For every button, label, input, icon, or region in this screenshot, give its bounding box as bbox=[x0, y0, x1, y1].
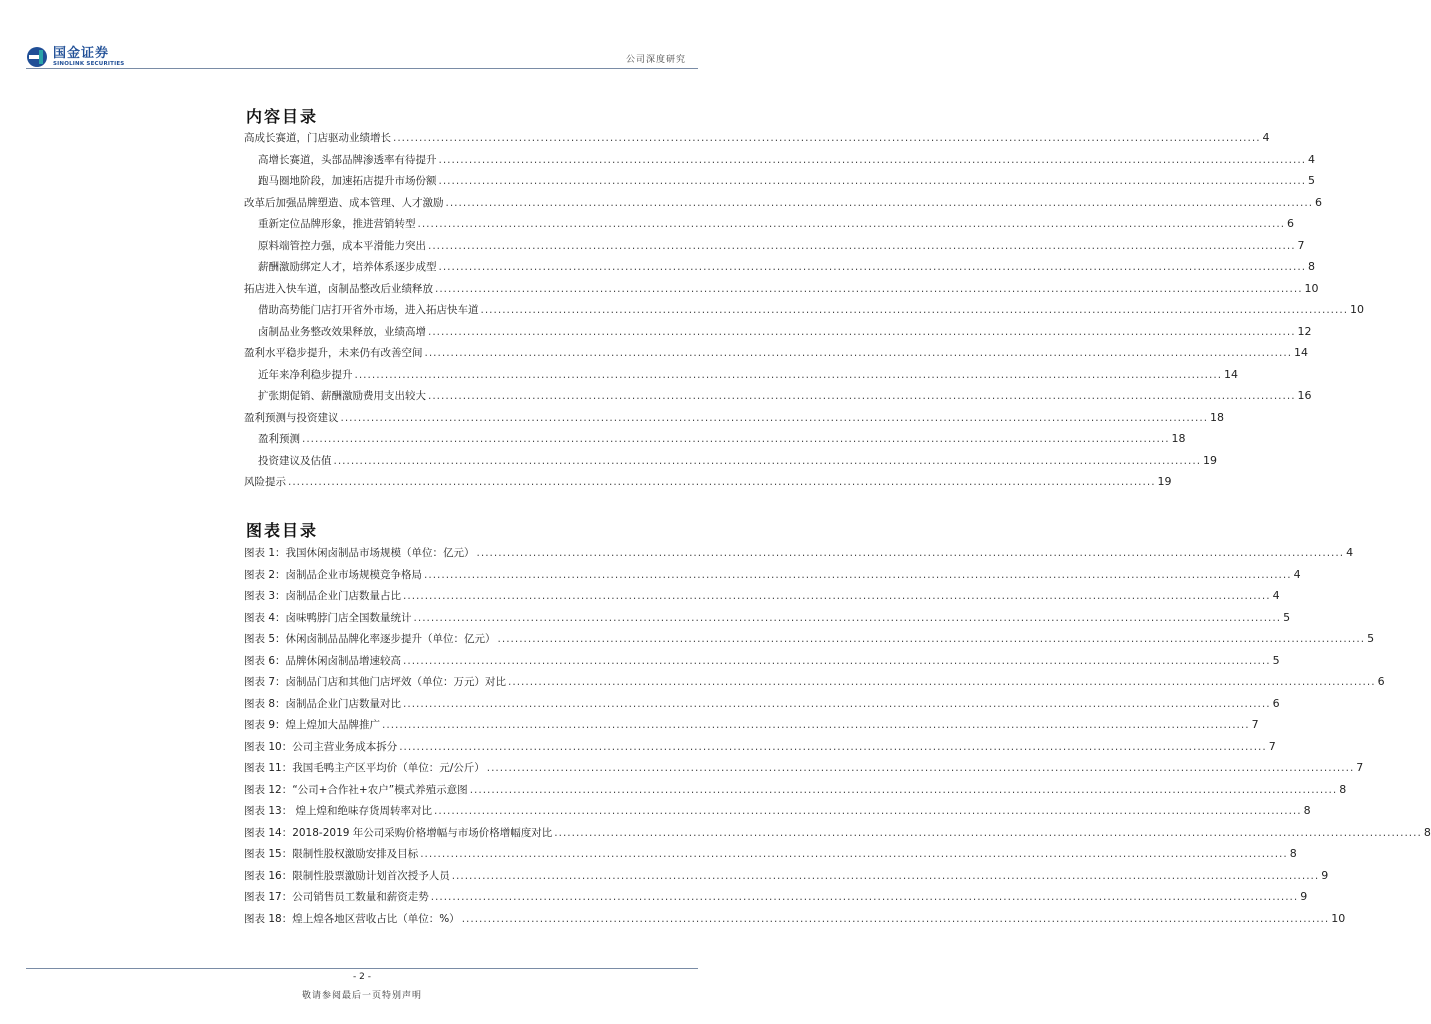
chart-entry-page: 4 bbox=[1346, 546, 1354, 559]
contents-entry[interactable] bbox=[244, 216, 1295, 238]
contents-entry-title: 风险提示 bbox=[244, 476, 286, 488]
chart-entry-page: 5 bbox=[1272, 653, 1280, 667]
contents-entry-page: 6 bbox=[1315, 195, 1323, 209]
chart-entry-title: 图表 7：卤制品门店和其他门店坪效（单位：万元）对比 bbox=[244, 676, 507, 688]
chart-entry[interactable] bbox=[244, 545, 1354, 567]
contents-entry-page: 12 bbox=[1297, 324, 1312, 338]
contents-entry-page: 10 bbox=[1350, 303, 1365, 316]
dot-leader bbox=[399, 741, 1267, 753]
chart-entry[interactable] bbox=[244, 803, 1311, 825]
chart-entry-page: 5 bbox=[1367, 632, 1375, 645]
contents-entry[interactable] bbox=[244, 238, 1305, 260]
report-type-label: 公司深度研究 bbox=[625, 55, 686, 65]
chart-entry-page: 6 bbox=[1272, 696, 1280, 710]
chart-entry-title: 图表 5：休闲卤制品品牌化率逐步提升（单位：亿元） bbox=[244, 633, 496, 645]
chart-entry-title: 图表 14：2018-2019 年公司采购价格增幅与市场价格增幅度对比 bbox=[244, 826, 553, 839]
dot-leader bbox=[487, 762, 1355, 774]
contents-entry-title: 盈利预测 bbox=[258, 433, 300, 445]
contents-entry[interactable] bbox=[244, 453, 1218, 475]
contents-entry[interactable] bbox=[244, 281, 1319, 303]
dot-leader bbox=[418, 218, 1286, 230]
chart-entry-title: 图表 12：“公司+合作社+农户”模式养殖示意图 bbox=[244, 783, 468, 796]
charts-title: 图表目录 bbox=[246, 521, 319, 540]
contents-entry-page: 19 bbox=[1157, 475, 1172, 488]
dot-leader bbox=[393, 132, 1261, 144]
contents-entry-title: 原料端管控力强，成本平滑能力突出 bbox=[258, 239, 426, 252]
contents-entry-title: 借助高势能门店打开省外市场，进入拓店快车道 bbox=[258, 304, 479, 316]
chart-entry-title: 图表 18：煌上煌各地区营收占比（单位：%） bbox=[244, 912, 460, 925]
chart-entry-page: 7 bbox=[1251, 718, 1259, 731]
chart-entry[interactable] bbox=[244, 674, 1385, 696]
chart-entry-page: 7 bbox=[1356, 761, 1364, 774]
chart-entry-title: 图表 15：限制性股权激励安排及目标 bbox=[244, 848, 419, 860]
contents-entry-title: 扩张期促销、薪酬激励费用支出较大 bbox=[258, 390, 426, 402]
chart-entry-page: 9 bbox=[1321, 868, 1329, 882]
chart-entry-title: 图表 11：我国毛鸭主产区平均价（单位：元/公斤） bbox=[244, 762, 485, 774]
dot-leader bbox=[425, 347, 1293, 359]
contents-entry-page: 14 bbox=[1224, 367, 1239, 381]
dot-leader bbox=[424, 569, 1292, 581]
chart-entry-page: 8 bbox=[1423, 825, 1431, 839]
chart-entry-title: 图表 1：我国休闲卤制品市场规模（单位：亿元） bbox=[244, 547, 475, 559]
chart-entry[interactable] bbox=[244, 610, 1291, 632]
chart-entry[interactable] bbox=[244, 868, 1329, 890]
dot-leader bbox=[302, 433, 1170, 445]
dot-leader bbox=[439, 175, 1307, 187]
chart-entry-title: 图表 4：卤味鸭脖门店全国数量统计 bbox=[244, 611, 412, 624]
chart-entry-page: 4 bbox=[1272, 589, 1280, 602]
chart-entry[interactable] bbox=[244, 717, 1259, 739]
contents-entry[interactable] bbox=[244, 474, 1172, 496]
contents-entry-title: 改革后加强品牌塑造、成本管理、人才激励 bbox=[244, 196, 444, 209]
dot-leader bbox=[439, 261, 1307, 273]
contents-entry-page: 5 bbox=[1308, 174, 1316, 187]
chart-entry[interactable] bbox=[244, 739, 1276, 761]
chart-entry-page: 4 bbox=[1293, 567, 1301, 581]
chart-entry[interactable] bbox=[244, 567, 1301, 589]
dot-leader bbox=[428, 326, 1296, 338]
chart-entry[interactable] bbox=[244, 760, 1364, 782]
chart-entry-page: 9 bbox=[1300, 890, 1308, 903]
contents-entry-page: 7 bbox=[1297, 238, 1305, 252]
contents-entry-page: 10 bbox=[1304, 281, 1319, 295]
contents-entry-page: 8 bbox=[1308, 260, 1316, 273]
chart-entry-title: 图表 10：公司主营业务成本拆分 bbox=[244, 740, 398, 753]
dot-leader bbox=[428, 390, 1296, 402]
contents-entry-title: 拓店进入快车道，卤制品整改后业绩释放 bbox=[244, 282, 433, 295]
chart-entry[interactable] bbox=[244, 846, 1297, 868]
chart-entry[interactable] bbox=[244, 696, 1280, 718]
contents-entry[interactable] bbox=[244, 410, 1225, 432]
dot-leader bbox=[477, 547, 1345, 559]
chart-entry-title: 图表 9：煌上煌加大品牌推广 bbox=[244, 719, 381, 731]
chart-entry-page: 8 bbox=[1339, 782, 1347, 796]
contents-entry[interactable] bbox=[244, 302, 1365, 324]
dot-leader bbox=[428, 240, 1296, 252]
dot-leader bbox=[403, 698, 1271, 710]
sinolink-logo-icon bbox=[26, 46, 48, 68]
contents-entry-page: 4 bbox=[1308, 152, 1316, 166]
dot-leader bbox=[498, 633, 1366, 645]
contents-entry-page: 14 bbox=[1294, 346, 1309, 359]
dot-leader bbox=[355, 369, 1223, 381]
chart-entry-page: 7 bbox=[1268, 739, 1276, 753]
contents-entry-title: 近年来净利稳步提升 bbox=[258, 368, 353, 381]
contents-entry[interactable] bbox=[244, 324, 1312, 346]
contents-title: 内容目录 bbox=[246, 107, 319, 126]
chart-entry-title: 图表 2：卤制品企业市场规模竞争格局 bbox=[244, 568, 423, 581]
logo-chinese-name: 国金证券 bbox=[53, 45, 110, 61]
contents-entry-title: 高增长赛道，头部品牌渗透率有待提升 bbox=[258, 153, 437, 166]
charts-list bbox=[244, 545, 1431, 932]
disclaimer-note: 敬请参阅最后一页特别声明 bbox=[301, 991, 422, 1001]
dot-leader bbox=[420, 848, 1288, 860]
dot-leader bbox=[439, 154, 1307, 166]
dot-leader bbox=[435, 283, 1303, 295]
contents-entry-title: 卤制品业务整改效果释放，业绩高增 bbox=[258, 325, 426, 338]
chart-entry[interactable] bbox=[244, 889, 1308, 911]
contents-entry[interactable] bbox=[244, 367, 1239, 389]
contents-entry-title: 高成长赛道，门店驱动业绩增长 bbox=[244, 132, 391, 144]
chart-entry[interactable] bbox=[244, 782, 1347, 804]
chart-entry-title: 图表 16：限制性股票激励计划首次授予人员 bbox=[244, 869, 450, 882]
chart-entry[interactable] bbox=[244, 911, 1346, 933]
contents-entry-page: 19 bbox=[1203, 453, 1218, 467]
company-logo bbox=[26, 44, 124, 70]
chart-entry[interactable] bbox=[244, 588, 1280, 610]
dot-leader bbox=[462, 913, 1330, 925]
dot-leader bbox=[382, 719, 1250, 731]
chart-entry-title: 图表 13： 煌上煌和绝味存货周转率对比 bbox=[244, 805, 433, 817]
dot-leader bbox=[403, 655, 1271, 667]
contents-entry[interactable] bbox=[244, 345, 1309, 367]
dot-leader bbox=[288, 476, 1156, 488]
contents-entry[interactable] bbox=[244, 152, 1316, 174]
dot-leader bbox=[403, 590, 1271, 602]
dot-leader bbox=[481, 304, 1349, 316]
header-divider bbox=[26, 68, 698, 69]
footer-divider bbox=[26, 968, 698, 969]
logo-english-name: SINOLINK SECURITIES bbox=[53, 60, 125, 67]
chart-entry[interactable] bbox=[244, 653, 1280, 675]
dot-leader bbox=[431, 891, 1299, 903]
contents-entry-page: 4 bbox=[1262, 131, 1270, 144]
contents-entry-page: 6 bbox=[1287, 217, 1295, 230]
dot-leader bbox=[334, 455, 1202, 467]
dot-leader bbox=[414, 612, 1282, 624]
contents-entry-page: 18 bbox=[1171, 432, 1186, 445]
contents-entry[interactable] bbox=[244, 195, 1323, 217]
page-number: - 2 - bbox=[353, 972, 371, 982]
chart-entry[interactable] bbox=[244, 825, 1431, 847]
dot-leader bbox=[434, 805, 1302, 817]
chart-entry-title: 图表 17：公司销售员工数量和薪资走势 bbox=[244, 891, 429, 903]
chart-entry-page: 8 bbox=[1289, 847, 1297, 860]
contents-list bbox=[244, 130, 1365, 496]
chart-entry-title: 图表 8：卤制品企业门店数量对比 bbox=[244, 697, 402, 710]
dot-leader bbox=[446, 197, 1314, 209]
chart-entry-page: 6 bbox=[1377, 675, 1385, 688]
dot-leader bbox=[508, 676, 1376, 688]
contents-entry-title: 跑马圈地阶段，加速拓店提升市场份额 bbox=[258, 175, 437, 187]
dot-leader bbox=[341, 412, 1209, 424]
contents-entry-title: 盈利预测与投资建议 bbox=[244, 411, 339, 424]
chart-entry-title: 图表 3：卤制品企业门店数量占比 bbox=[244, 590, 402, 602]
contents-entry-page: 18 bbox=[1210, 410, 1225, 424]
dot-leader bbox=[554, 827, 1422, 839]
contents-entry[interactable] bbox=[244, 259, 1316, 281]
contents-entry-title: 薪酬激励绑定人才，培养体系逐步成型 bbox=[258, 261, 437, 273]
contents-entry-title: 盈利水平稳步提升，未来仍有改善空间 bbox=[244, 347, 423, 359]
chart-entry-page: 8 bbox=[1303, 804, 1311, 817]
dot-leader bbox=[470, 784, 1338, 796]
contents-entry[interactable] bbox=[244, 130, 1270, 152]
chart-entry-page: 10 bbox=[1331, 911, 1346, 925]
chart-entry[interactable] bbox=[244, 631, 1375, 653]
contents-entry-page: 16 bbox=[1297, 389, 1312, 402]
contents-entry[interactable] bbox=[244, 173, 1316, 195]
chart-entry-title: 图表 6：品牌休闲卤制品增速较高 bbox=[244, 654, 402, 667]
contents-entry-title: 投资建议及估值 bbox=[258, 454, 332, 467]
contents-entry-title: 重新定位品牌形象，推进营销转型 bbox=[258, 218, 416, 230]
contents-entry[interactable] bbox=[244, 388, 1312, 410]
chart-entry-page: 5 bbox=[1283, 610, 1291, 624]
dot-leader bbox=[452, 870, 1320, 882]
contents-entry[interactable] bbox=[244, 431, 1186, 453]
